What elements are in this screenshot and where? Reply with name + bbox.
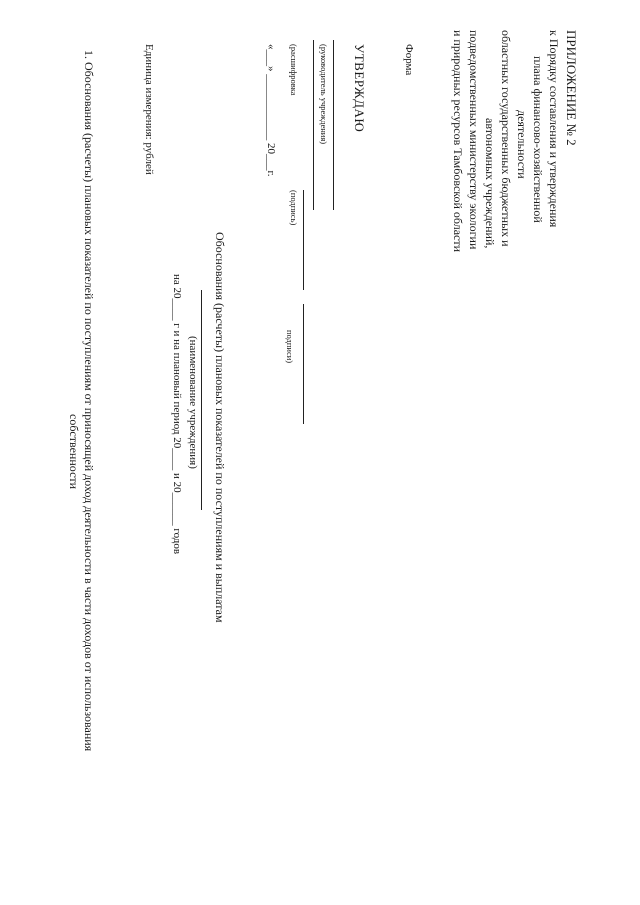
- appendix-line: к Порядку составления и утверждения: [547, 30, 561, 228]
- head-caption: (руководитель учреждения): [319, 44, 329, 145]
- appendix-line: подведомственных министерству экологии: [467, 30, 481, 250]
- transcript-rule: [303, 304, 304, 424]
- unit-line: Единица измерения: рублей: [143, 44, 155, 175]
- head-signature-rule-2: [313, 40, 314, 210]
- appendix-line: автономных учреждений,: [483, 118, 497, 249]
- signature-caption: (подпись): [289, 190, 299, 226]
- form-label: Форма: [403, 44, 415, 76]
- document-title: Обоснования (расчеты) плановых показателей по поступлениям и выплатам: [213, 232, 227, 623]
- appendix-line: деятельности: [515, 110, 529, 179]
- appendix-title: ПРИЛОЖЕНИЕ № 2: [564, 30, 579, 146]
- appendix-line: плана финансово-хозяйственной: [531, 56, 545, 223]
- head-signature-rule: [333, 40, 334, 210]
- approval-date-line: «___» ____________ 20___г.: [265, 44, 277, 177]
- transcript-caption-2: подписи): [285, 330, 295, 364]
- transcript-caption: (расшифровка: [289, 44, 299, 96]
- section-1-heading: 1. Обоснования (расчеты) плановых показателей по поступлениям от приносящей доход деятельности в части доходов от использования: [82, 50, 96, 752]
- section-1-heading-cont: собственности: [67, 414, 81, 490]
- institution-rule: [201, 290, 202, 510]
- institution-caption: (наименование учреждения): [187, 336, 199, 469]
- appendix-line: и природных ресурсов Тамбовской области: [451, 30, 465, 253]
- appendix-line: областных государственных бюджетных и: [499, 30, 513, 247]
- approval-heading: УТВЕРЖДАЮ: [352, 44, 367, 133]
- period-line: на 20____ г и на плановый период 20____ и 20______ годов: [171, 274, 183, 555]
- signature-rule: [303, 190, 304, 290]
